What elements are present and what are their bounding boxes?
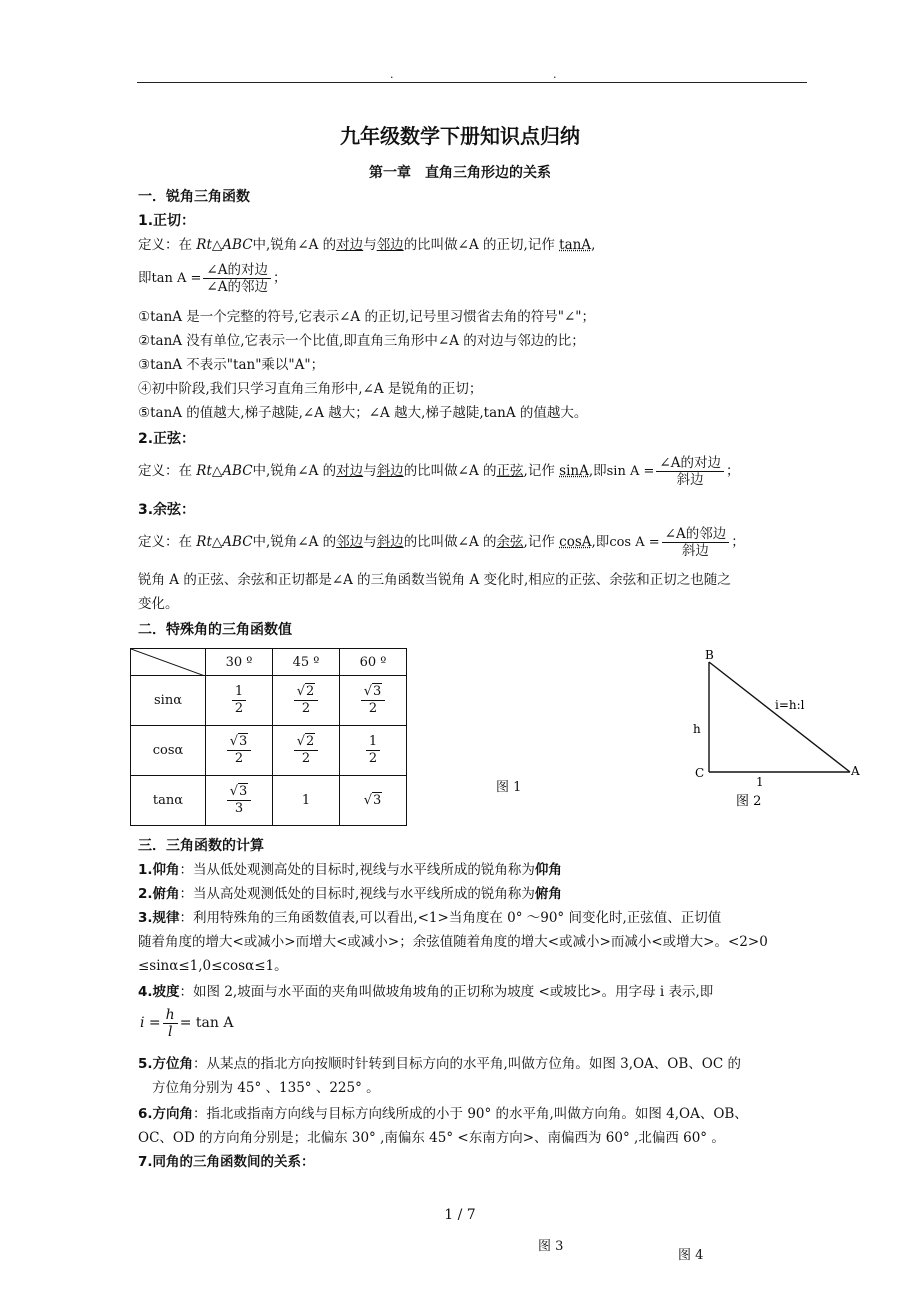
- bearing-line-1: 5.方位角：从某点的指北方向按顺时针转到目标方向的水平角,叫做方位角。如图 3,OA、OB、OC 的: [138, 1056, 741, 1072]
- tan-heading: 1.正切：: [138, 213, 196, 229]
- figure-4-label: 图 4: [678, 1248, 704, 1263]
- side-1-label: 1: [756, 775, 764, 789]
- chapter-title: 第一章 直角三角形边的关系: [369, 165, 551, 181]
- table-row: [131, 776, 407, 826]
- tan-note-1: ①tanA 是一个完整的符号,它表示∠A 的正切,记号里习惯省去角的符号"∠"；: [138, 309, 595, 325]
- table-cell: $\frac{1}{2}$: [340, 726, 407, 776]
- section2-heading: 二．特殊角的三角函数值: [138, 622, 292, 638]
- section3-heading: 三．三角函数的计算: [138, 838, 264, 854]
- summary-line-2: 变化。: [138, 596, 179, 612]
- figure-2-caption: 图 2: [736, 794, 762, 808]
- header-dot-left: .: [390, 68, 394, 81]
- header-dot-right: .: [553, 68, 557, 81]
- vertex-b-label: B: [705, 648, 714, 662]
- summary-line-1: 锐角 A 的正弦、余弦和正切都是∠A 的三角函数当锐角 A 变化时,相应的正弦、余弦和正切之也随之: [138, 572, 731, 588]
- cos-heading: 3.余弦：: [138, 502, 196, 518]
- figure-2-triangle: [690, 648, 870, 808]
- sin-heading: 2.正弦：: [138, 431, 196, 447]
- same-angle-relations: 7.同角的三角函数间的关系：: [138, 1154, 315, 1170]
- tan-note-4: ④初中阶段,我们只学习直角三角形中,∠A 是锐角的正切；: [138, 381, 483, 397]
- col-header: 30 º: [206, 649, 273, 676]
- tan-definition: 定义：在 Rt△ABC中,锐角∠A 的对边与邻边的比叫做∠A 的正切,记作 tanA,: [138, 237, 596, 253]
- figure-3-label: 图 3: [538, 1239, 564, 1254]
- slope-label: i=h:l: [775, 698, 805, 712]
- elevation-angle: 1.仰角：当从低处观测高处的目标时,视线与水平线所成的锐角称为仰角: [138, 862, 562, 878]
- tan-formula: 即tan A = $\frac{\text{∠A的对边}}{\text{∠A的邻边}}$ ；: [138, 262, 287, 295]
- special-angle-table: [130, 648, 407, 826]
- table-row: [131, 726, 407, 776]
- table-cell: √3: [340, 776, 407, 826]
- page-number: 1 / 7: [444, 1207, 476, 1223]
- direction-line-2: OC、OD 的方向角分别是；北偏东 30° ,南偏东 45° <东南方向>、南偏西为 60° ,北偏西 60° 。: [138, 1130, 725, 1146]
- row-label: cosα: [131, 726, 206, 776]
- table-cell: $\frac{1}{2}$: [206, 676, 273, 726]
- table-cell: $\frac{√2}{2}$: [273, 676, 340, 726]
- side-h-label: h: [693, 722, 701, 736]
- rule-line-3: ≤sinα≤1,0≤cosα≤1。: [138, 958, 288, 974]
- tan-note-5: ⑤tanA 的值越大,梯子越陡,∠A 越大；∠A 越大,梯子越陡,tanA 的值越大。: [138, 405, 588, 421]
- rule-line-2: 随着角度的增大<或减小>而增大<或减小>；余弦值随着角度的增大<或减小>而减小<或增大>。<2>0: [138, 934, 768, 950]
- tan-note-2: ②tanA 没有单位,它表示一个比值,即直角三角形中∠A 的对边与邻边的比；: [138, 333, 585, 349]
- cos-definition: 定义：在 Rt△ABC中,锐角∠A 的邻边与斜边的比叫做∠A 的余弦,记作 cosA,即cos A = $\frac{\text{∠A的邻边}}{\text{斜边}}$ ；: [138, 526, 745, 559]
- col-header: 45 º: [273, 649, 340, 676]
- depression-angle: 2.俯角：当从高处观测低处的目标时,视线与水平线所成的锐角称为俯角: [138, 886, 562, 902]
- bearing-line-2: 方位角分别为 45° 、135° 、225° 。: [152, 1080, 380, 1096]
- table-row: [131, 676, 407, 726]
- sin-definition: 定义：在 Rt△ABC中,锐角∠A 的对边与斜边的比叫做∠A 的正弦,记作 sinA,即sin A = $\frac{\text{∠A的对边}}{\text{斜边}}$ ；: [138, 455, 740, 488]
- corner-diagonal: [131, 649, 205, 676]
- rule-line-1: 3.规律：利用特殊角的三角函数值表,可以看出,<1>当角度在 0° ～90° 间变化时,正弦值、正切值: [138, 910, 722, 926]
- vertex-a-label: A: [851, 764, 860, 778]
- tan-note-3: ③tanA 不表示"tan"乘以"A"；: [138, 357, 325, 373]
- table-cell: $\frac{√3}{2}$: [206, 726, 273, 776]
- header-rule: [137, 82, 807, 83]
- slope-line: 4.坡度：如图 2,坡面与水平面的夹角叫做坡角坡角的正切称为坡度 <或坡比>。用字母 i 表示,即: [138, 984, 714, 1000]
- page-title: 九年级数学下册知识点归纳: [340, 124, 580, 148]
- figure-1-label: 图 1: [496, 780, 522, 795]
- vertex-c-label: C: [695, 766, 705, 780]
- section1-heading: 一．锐角三角函数: [138, 189, 250, 205]
- table-cell: $\frac{√3}{2}$: [340, 676, 407, 726]
- direction-line-1: 6.方向角：指北或指南方向线与目标方向线所成的小于 90° 的水平角,叫做方向角。如图 4,OA、OB、: [138, 1106, 748, 1122]
- table-cell: $\frac{√3}{3}$: [206, 776, 273, 826]
- table-corner-cell: [131, 649, 206, 676]
- slope-formula: i = $\frac{h}{l}$ = tan A: [140, 1006, 234, 1040]
- col-header: 60 º: [340, 649, 407, 676]
- table-cell: 1: [273, 776, 340, 826]
- row-label: tanα: [131, 776, 206, 826]
- row-label: sinα: [131, 676, 206, 726]
- table-cell: $\frac{√2}{2}$: [273, 726, 340, 776]
- triangle-side-ab: [709, 662, 850, 772]
